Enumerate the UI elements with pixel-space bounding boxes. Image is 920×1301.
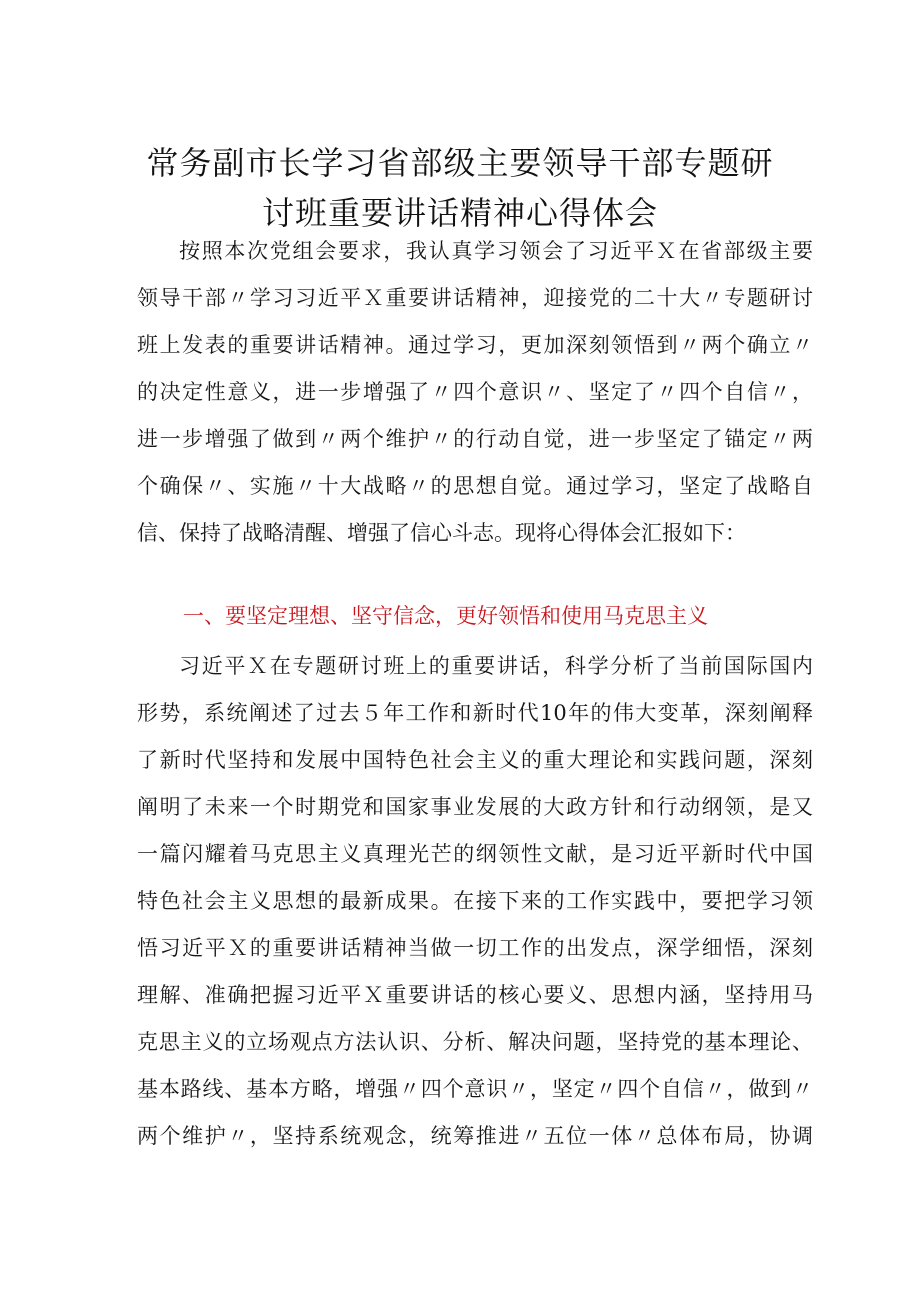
paragraph-line: 阐明了未来一个时期党和国家事业发展的大政方针和行动纲领，是又 xyxy=(137,795,813,819)
paragraph-line: 领导干部〃学习习近平Ｘ重要讲话精神，迎接党的二十大〃专题研讨 xyxy=(137,286,813,310)
paragraph-line: 两个维护〃，坚持系统观念，统筹推进〃五位一体〃总体布局，协调 xyxy=(137,1124,813,1148)
paragraph-line: 按照本次党组会要求，我认真学习领会了习近平Ｘ在省部级主要 xyxy=(179,239,813,263)
paragraph-line: 信、保持了战略清醒、增强了信心斗志。现将心得体会汇报如下： xyxy=(137,521,746,545)
intro-paragraph xyxy=(137,228,813,557)
section-heading: 一、要坚定理想、坚守信念，更好领悟和使用马克思主义 xyxy=(183,604,708,628)
paragraph-line: 克思主义的立场观点方法认识、分析、解决问题，坚持党的基本理论、 xyxy=(137,1030,813,1054)
paragraph-line: 习近平Ｘ在专题研讨班上的重要讲话，科学分析了当前国际国内 xyxy=(179,654,813,678)
paragraph-line: 进一步增强了做到〃两个维护〃的行动自觉，进一步坚定了锚定〃两 xyxy=(137,427,813,451)
paragraph-line: 了新时代坚持和发展中国特色社会主义的重大理论和实践问题，深刻 xyxy=(137,748,813,772)
paragraph-line: 的决定性意义，进一步增强了〃四个意识〃、坚定了〃四个自信〃， xyxy=(137,380,813,404)
paragraph-line: 基本路线、基本方略，增强〃四个意识〃，坚定〃四个自信〃，做到〃 xyxy=(137,1077,813,1101)
section1-paragraph xyxy=(137,643,813,1160)
paragraph-line: 理解、准确把握习近平Ｘ重要讲话的核心要义、思想内涵，坚持用马 xyxy=(137,983,813,1007)
paragraph-line: 班上发表的重要讲话精神。通过学习，更加深刻领悟到〃两个确立〃 xyxy=(137,333,813,357)
paragraph-line: 个确保〃、实施〃十大战略〃的思想自觉。通过学习，坚定了战略自 xyxy=(137,474,813,498)
document-title xyxy=(120,138,800,238)
paragraph-line: 特色社会主义思想的最新成果。在接下来的工作实践中，要把学习领 xyxy=(137,889,813,913)
paragraph-line: 形势，系统阐述了过去５年工作和新时代10年的伟大变革，深刻阐释 xyxy=(137,701,813,725)
paragraph-line: 悟习近平Ｘ的重要讲话精神当做一切工作的出发点，深学细悟，深刻 xyxy=(137,936,813,960)
title-line: 讨班重要讲话精神心得体会 xyxy=(261,194,658,232)
paragraph-line: 一篇闪耀着马克思主义真理光芒的纲领性文献，是习近平新时代中国 xyxy=(137,842,813,866)
title-line: 常务副市长学习省部级主要领导干部专题研 xyxy=(146,144,774,182)
